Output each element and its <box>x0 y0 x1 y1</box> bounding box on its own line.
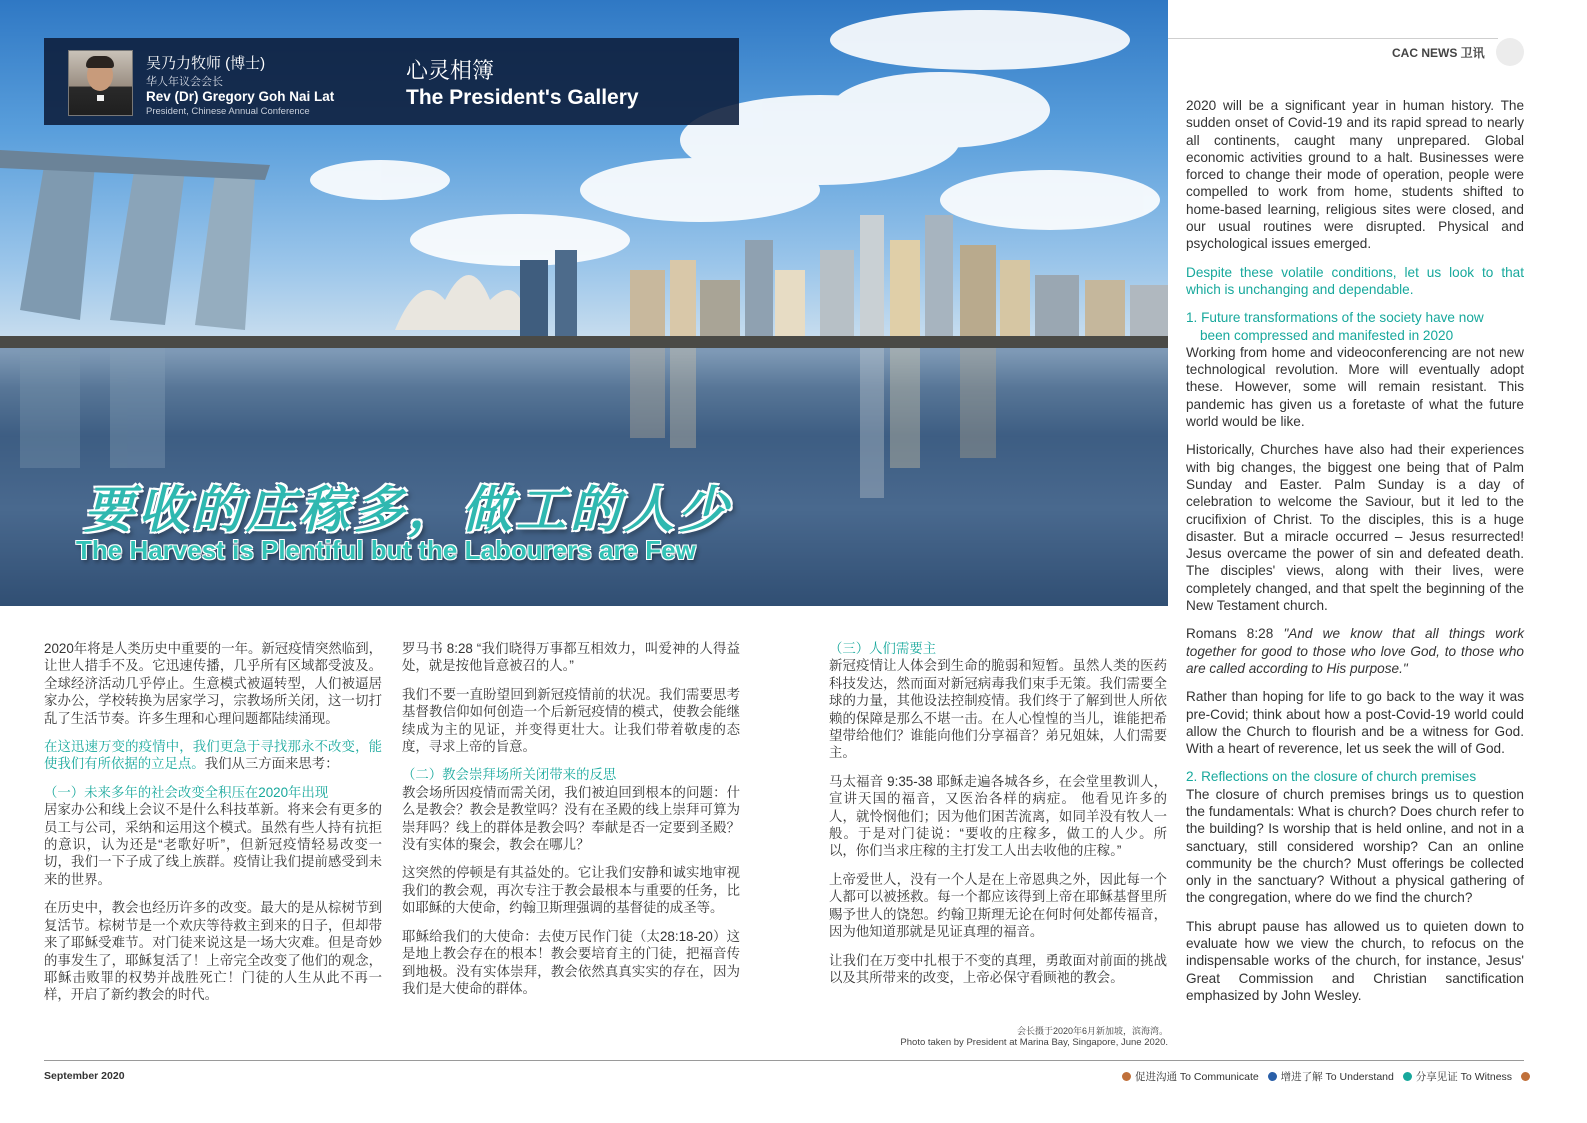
footer-tags <box>1116 1069 1534 1084</box>
zh-paragraph: 我们不要一直盼望回到新冠疫情前的状况。我们需要思考基督教信仰如何创造一个后新冠疫情的模式，使教会能继续成为主的见证，并变得更壮大。让我们带着敬虔的态度，寻求上帝的旨意。 <box>402 686 740 755</box>
scripture-ref: Romans 8:28 <box>1186 626 1284 642</box>
zh-paragraph: 新冠疫情让人体会到生命的脆弱和短暂。虽然人类的医药科技发达，然而面对新冠病毒我们束手无策。我们需要全球的力量，其他设法控制疫情。我们终于了解到世人所依赖的保障是那么不堪一击。在人心惶惶的当儿，谁能把希望带给他们？谁能向他们分享福音？弟兄姐妹，人们需要主。 <box>829 658 1167 761</box>
zh-subheading: （三）人们需要主 <box>829 641 937 656</box>
understand-dot-icon <box>1268 1072 1277 1081</box>
footer-rule <box>44 1060 1524 1061</box>
tag-communicate: 促进沟通 To Communicate <box>1135 1071 1259 1083</box>
zh-paragraph: 2020年将是人类历史中重要的一年。新冠疫情突然临到，让世人措手不及。它迅速传播，几乎所有区域都受波及。全球经济活动几乎停止。生意模式被逼转型，人们被逼居家办公，学校转换为居家学习，宗教场所关闭，这一切打乱了生活节奏。许多生理和心理问题都陆续涌现。 <box>44 641 382 726</box>
zh-paragraph: 这突然的停顿是有其益处的。它让我们安静和诚实地审视我们的教会观，再次专注于教会最根本与重要的任务，比如耶稣的大使命，约翰卫斯理强调的基督徒的成圣等。 <box>402 865 740 916</box>
section-title-zh: 心灵相簿 <box>406 59 495 84</box>
photo-caption-en: Photo taken by President at Marina Bay, Singapore, June 2020. <box>900 1037 1168 1048</box>
communicate-dot-icon <box>1122 1072 1131 1081</box>
zh-paragraph: 在历史中，教会也经历许多的改变。最大的是从棕树节到复活节。棕树节是一个欢庆等待救主到来的日子，但却带来了耶稣受难节。对门徒来说这是一场大灾难。但是奇妙的事发生了，耶稣复活了！上帝完全改变了他们的观念，耶稣击败罪的权势并战胜死亡！门徒的人生从此不再一样，开启了新约教会的时代。 <box>44 900 382 1003</box>
author-name-en: Rev (Dr) Gregory Goh Nai Lat <box>146 89 335 104</box>
page-tab-circle <box>1496 38 1524 66</box>
en-subheading-1 <box>1186 309 1524 344</box>
zh-paragraph: 居家办公和线上会议不是什么科技革新。将来会有更多的员工与公司，采纳和运用这个模式。虽然有些人持有抗拒的意识，认为还是“老歌好听”，但新冠疫情轻易改变一切，我们一下子成了线上族群。疫情让我们提前感受到未来的世界。 <box>44 802 382 887</box>
witness-dot-icon <box>1403 1072 1412 1081</box>
portrait-hair <box>86 56 114 68</box>
author-banner <box>44 38 739 125</box>
en-column <box>1186 97 1524 1015</box>
zh-subheading: （一）未来多年的社会改变全积压在2020年出现 <box>44 784 329 800</box>
zh-subheading: （二）教会崇拜场所关闭带来的反思 <box>402 767 617 783</box>
header-rule <box>1168 38 1498 39</box>
marina-bay-sands <box>0 150 270 330</box>
author-name-zh: 吴乃力牧师 (博士) <box>146 55 266 72</box>
zh-column-1 <box>44 640 382 1015</box>
scripture-quote: "And we know that all things work together for good to those who love God, to those who are called according to His purpose." <box>1186 626 1524 676</box>
end-dot-icon <box>1521 1072 1530 1081</box>
zh-paragraph: 教会场所因疫情而需关闭，我们被迫回到根本的问题：什么是教会？教会是教堂吗？没有在圣殿的线上崇拜可算为崇拜吗？线上的群体是教会吗？奉献是否一定要到圣殿？没有实体的聚会，教会在哪儿？ <box>402 784 740 853</box>
zh-paragraph: 让我们在万变中扎根于不变的真理，勇敢面对前面的挑战以及其所带来的改变，上帝必保守看顾祂的教会。 <box>829 952 1167 985</box>
art-science-museum <box>395 275 530 330</box>
en-paragraph: 2020 will be a significant year in human history. The sudden onset of Covid-19 and its rapid spread to nearly all continents, caught many unprepared. Global economic activities ground to a halt. Businesses were forced to change their mode of operation, people were compelled to work from home, students shifted to home-based learning, religious sites were closed, and our usual routines were disrupted. Physical and psychological issues emerged. <box>1186 98 1524 252</box>
tag-understand: 增进了解 To Understand <box>1280 1071 1394 1083</box>
zh-paragraph: 罗马书 8:28 “我们晓得万事都互相效力，叫爱神的人得益处，就是按他旨意被召的人。” <box>402 641 740 674</box>
zh-paragraph: 上帝爱世人，没有一个人是在上帝恩典之外，因此每一个人都可以被拯救。每一个都应该得到上帝在耶稣基督里所赐予世人的饶恕。约翰卫斯理无论在何时何处都传福音，因为他知道那就是见证真理的福音。 <box>829 871 1167 940</box>
en-paragraph: The closure of church premises brings us to question the fundamentals: What is church? Does church refer to the building? Is worship that is held online, and not in a sanctuary, still considered worship? Can an online community be the church? Must offerings be collected only in the sanctuary? Without a physical gathering of the congregation, where do we find the church? <box>1186 786 1524 906</box>
zh-text: 我们从三方面来思考： <box>204 756 339 772</box>
zh-paragraph: 耶稣给我们的大使命：去使万民作门徒（太28:18-20）这是地上教会存在的根本！教会要培育主的门徒，把福音传到地极。没有实体崇拜，教会依然真真实实的存在，因为我们是大使命的群体。 <box>402 928 740 996</box>
zh-paragraph <box>44 738 382 773</box>
en-subheading-line: been compressed and manifested in 2020 <box>1200 327 1454 343</box>
headline-en: The Harvest is Plentiful but the Labourers are Few <box>76 535 696 565</box>
en-paragraph: This abrupt pause has allowed us to quieten down to evaluate how we view the church, to refocus on the indispensable works of the church, for instance, Jesus' Great Commission and Christian sanctification emphasized by John Wesley. <box>1186 918 1524 1003</box>
promenade <box>0 336 1168 348</box>
en-paragraph <box>1186 625 1524 677</box>
en-highlight: Despite these volatile conditions, let us look to that which is unchanging and dependable. <box>1186 264 1524 297</box>
en-paragraph: Rather than hoping for life to go back to the way it was pre-Covid; think about how a post-Covid-19 world could allow the Church to flourish and be a witness for God. With a heart of reverence, let us seek the will of God. <box>1186 689 1524 757</box>
zh-column-2 <box>402 640 740 1008</box>
zh-column-3 <box>829 640 1167 997</box>
en-subheading-2: 2. Reflections on the closure of church premises <box>1186 769 1477 785</box>
tag-witness: 分享见证 To Witness <box>1415 1071 1513 1083</box>
hero-photo-marina-bay <box>0 0 1168 606</box>
issue-date: September 2020 <box>44 1070 125 1082</box>
en-subheading-line: 1. Future transformations of the society have now <box>1186 310 1484 326</box>
photo-caption-zh: 会长摄于2020年6月新加坡，滨海湾。 <box>1016 1026 1168 1036</box>
en-paragraph: Working from home and videoconferencing are not new technological revolution. More will eventually adopt these. However, some will remain resistant. This pandemic has given us a foretaste of what the future world would be like. <box>1186 344 1524 430</box>
author-role-zh: 华人年议会会长 <box>146 76 223 88</box>
zh-highlight: 在这迅速万变的疫情中，我们更急于寻找那永不改变，能使我们有所依据的立足点。 <box>44 739 382 772</box>
masthead: CAC NEWS 卫讯 <box>1392 46 1485 60</box>
zh-paragraph: 马太福音 9:35-38 耶稣走遍各城各乡，在会堂里教训人，宣讲天国的福音，又医治各样的病症。 他看见许多的人，就怜悯他们；因为他们困苦流离，如同羊没有牧人一般。于是对门徒说：“要收的庄稼多，做工的人少。所以，你们当求庄稼的主打发工人出去收他的庄稼。” <box>829 773 1167 859</box>
headline-zh: 要收的庄稼多，做工的人少 <box>84 480 732 539</box>
portrait-collar <box>97 95 104 101</box>
author-role-en: President, Chinese Annual Conference <box>146 106 310 117</box>
section-title-en: The President's Gallery <box>406 86 639 109</box>
en-paragraph: Historically, Churches have also had their experiences with big changes, the biggest one being that of Palm Sunday and Easter. Palm Sunday is a day of celebration to welcome the Saviour, but it led to the crucifixion of Christ. To the disciples, this is a huge disaster. But a miracle occurred – Jesus resurrected! Jesus overcame the power of sin and defeated death. The disciples' views, along with their lives, were completely changed, and that spelt the beginning of the New Testament church. <box>1186 442 1524 614</box>
author-portrait <box>68 50 133 116</box>
